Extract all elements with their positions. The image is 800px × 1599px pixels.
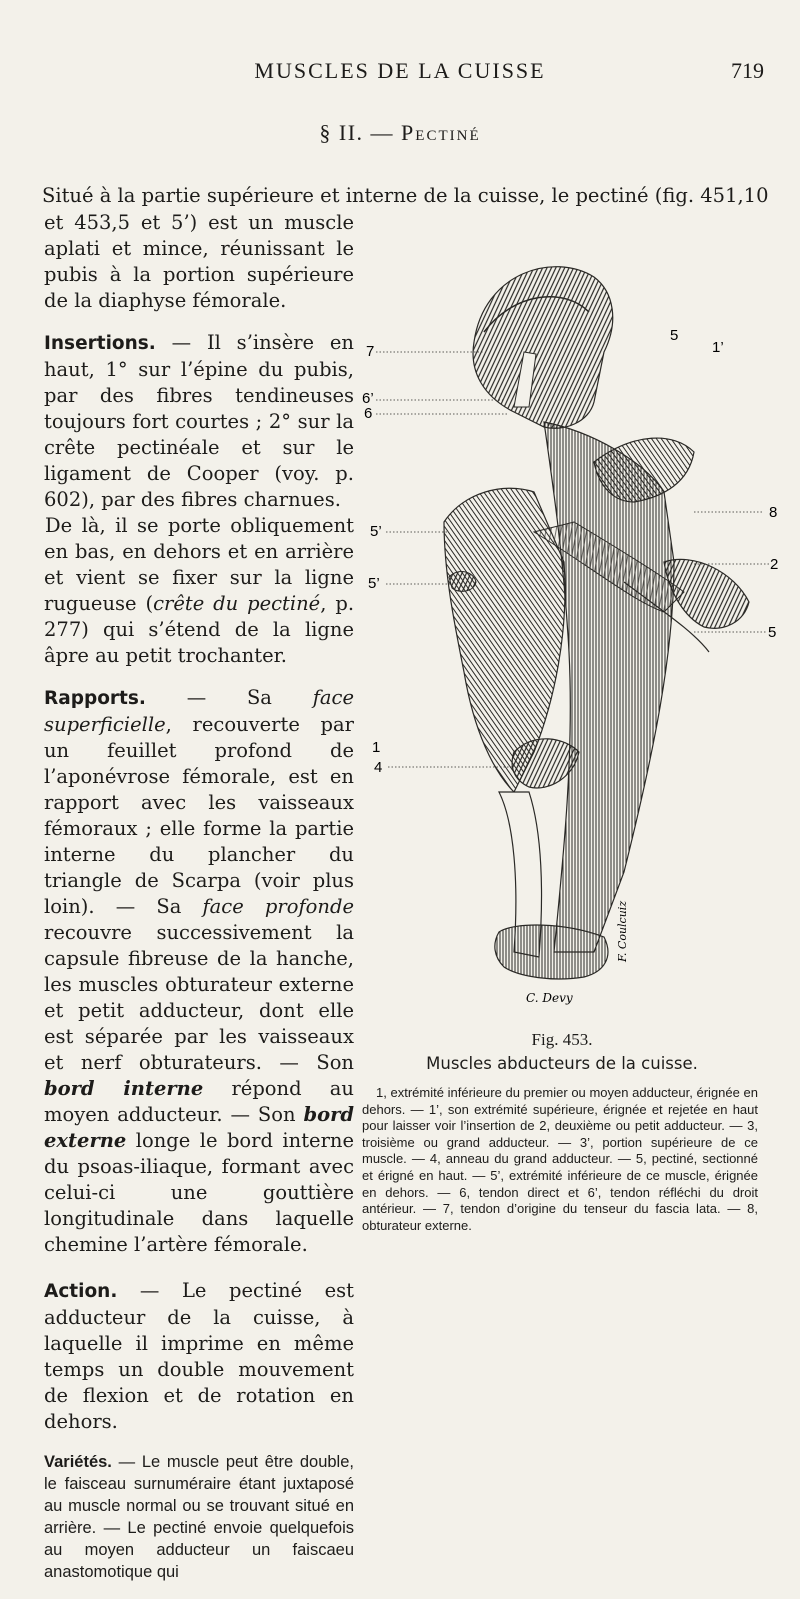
varietes-paragraph: [44, 1451, 354, 1583]
insertions-text2-em: crête du pectiné: [153, 592, 321, 615]
rapports-face-sup: face superficielle: [44, 686, 354, 736]
engraving-thigh-muscles: [362, 232, 784, 1005]
label-1: 1: [372, 739, 381, 756]
label-5-top: 5: [670, 327, 679, 344]
label-5-right: 5: [768, 624, 777, 641]
insertions-paragraph: [44, 330, 354, 669]
label-1-prime: 1’: [712, 339, 724, 356]
label-6-prime: 6’: [362, 390, 374, 407]
anatomical-figure: [362, 232, 784, 1005]
section-number: § II. —: [319, 120, 395, 145]
varietes-heading: Variétés.: [44, 1453, 112, 1471]
rapports-text-a: — Sa: [145, 686, 313, 709]
figure-title: Muscles abducteurs de la cuisse.: [426, 1054, 698, 1073]
figure-number: Fig. 453.: [531, 1030, 593, 1049]
intro-first-line: Situé à la partie supérieure et interne de la cuisse, le pectiné (fig. 451,10: [42, 184, 769, 207]
rapports-paragraph: [44, 685, 354, 1258]
rapports-bord-int: bord interne: [44, 1077, 204, 1100]
figure-caption: [362, 1030, 762, 1073]
label-8: 8: [769, 504, 778, 521]
label-6: 6: [364, 405, 373, 422]
iliac-mass: [473, 267, 613, 429]
rapports-heading: Rapports.: [44, 688, 146, 709]
action-paragraph: [44, 1278, 354, 1435]
femoral-condyles: [495, 925, 608, 979]
rapports-text-b: , recouverte par un feuillet profond de l’aponévrose fémorale, est en rapport avec les vaisseaux fémoraux ; elle forme la partie interne du plancher du triangle de Scarpa (voir plus loin). — Sa: [44, 713, 354, 918]
insertions-text2-b: , p. 277) qui s’étend de la ligne âpre au petit trochanter.: [44, 592, 355, 667]
figure-legend: 1, extrémité inférieure du premier ou moyen adducteur, érignée en dehors. — 1’, son extrémité supérieure, érignée et rejetée en haut pour laisser voir l’insertion de 2, deuxième ou petit adducteur. — 3, troisième ou grand adducteur. — 3’, portion supérieure de ce muscle. — 4, anneau du grand adducteur. — 5, pectiné, sectionné et érigné en haut. — 5’, extrémité inférieure de ce muscle, érignée en dehors. — 6, tendon direct et 6’, tendon réfléchi du droit antérieur. — 7, tendon d’origine du tenseur du fascia lata. — 8, obturateur externe.: [362, 1085, 758, 1233]
label-5-prime-b: 5’: [368, 575, 380, 592]
label-2: 2: [770, 556, 779, 573]
label-5-prime-a: 5’: [370, 523, 382, 540]
label-4: 4: [374, 759, 383, 776]
page-number: 719: [731, 58, 764, 83]
rapports-bord-ext: bord externe: [44, 1103, 354, 1152]
vastus-lateral: [544, 422, 674, 952]
label-7: 7: [366, 343, 375, 360]
section-title: Pectiné: [401, 120, 481, 145]
action-heading: Action.: [44, 1281, 118, 1302]
varietes-text: — Le muscle peut être double, le faisceau surnuméraire étant juxtaposé au muscle normal ou se trouvant situé en arrière. — Le pectiné envoie quelquefois au moyen adducteur un faiscaeu anastomotique qui: [44, 1453, 354, 1581]
artist-signature: C. Devy: [526, 991, 573, 1005]
insertions-text2-a: De là, il se porte obliquement en bas, en dehors et en arrière et vient se fixer sur la ligne rugueuse (: [44, 514, 354, 615]
rapports-text-e: longe le bord interne du psoas-iliaque, formant avec celui-ci une gouttière longitudinale dans laquelle chemine l’artère fémorale.: [44, 1129, 354, 1256]
rapports-text-d: répond au moyen adducteur. — Son: [44, 1077, 354, 1126]
action-text: — Le pectiné est adducteur de la cuisse, à laquelle il imprime en même temps un double mouvement de flexion et de rotation en dehors.: [44, 1279, 354, 1433]
rapports-text-c: recouvre successivement la capsule fibreuse de la hanche, les muscles obturateur externe et petit adducteur, dont elle est séparée par les vaisseaux et nerf obturateurs. — Son: [44, 921, 354, 1074]
section-heading: [0, 120, 800, 146]
rapports-face-prof: face profonde: [202, 895, 354, 918]
left-column: [44, 210, 354, 1599]
insertions-heading: Insertions.: [44, 333, 156, 354]
running-head: MUSCLES DE LA CUISSE: [254, 58, 546, 83]
engraver-signature: F. Coulcuiz: [616, 900, 629, 962]
intro-continuation: et 453,5 et 5’) est un muscle aplati et mince, réunissant le pubis à la portion supérieure de la diaphyse fémorale.: [44, 211, 354, 312]
insertions-text: — Il s’insère en haut, 1° sur l’épine du pubis, par des fibres tendineuses toujours fort courtes ; 2° sur la crête pectinéale et sur le ligament de Cooper (voy. p. 602), par des fibres charnues.: [44, 331, 354, 511]
